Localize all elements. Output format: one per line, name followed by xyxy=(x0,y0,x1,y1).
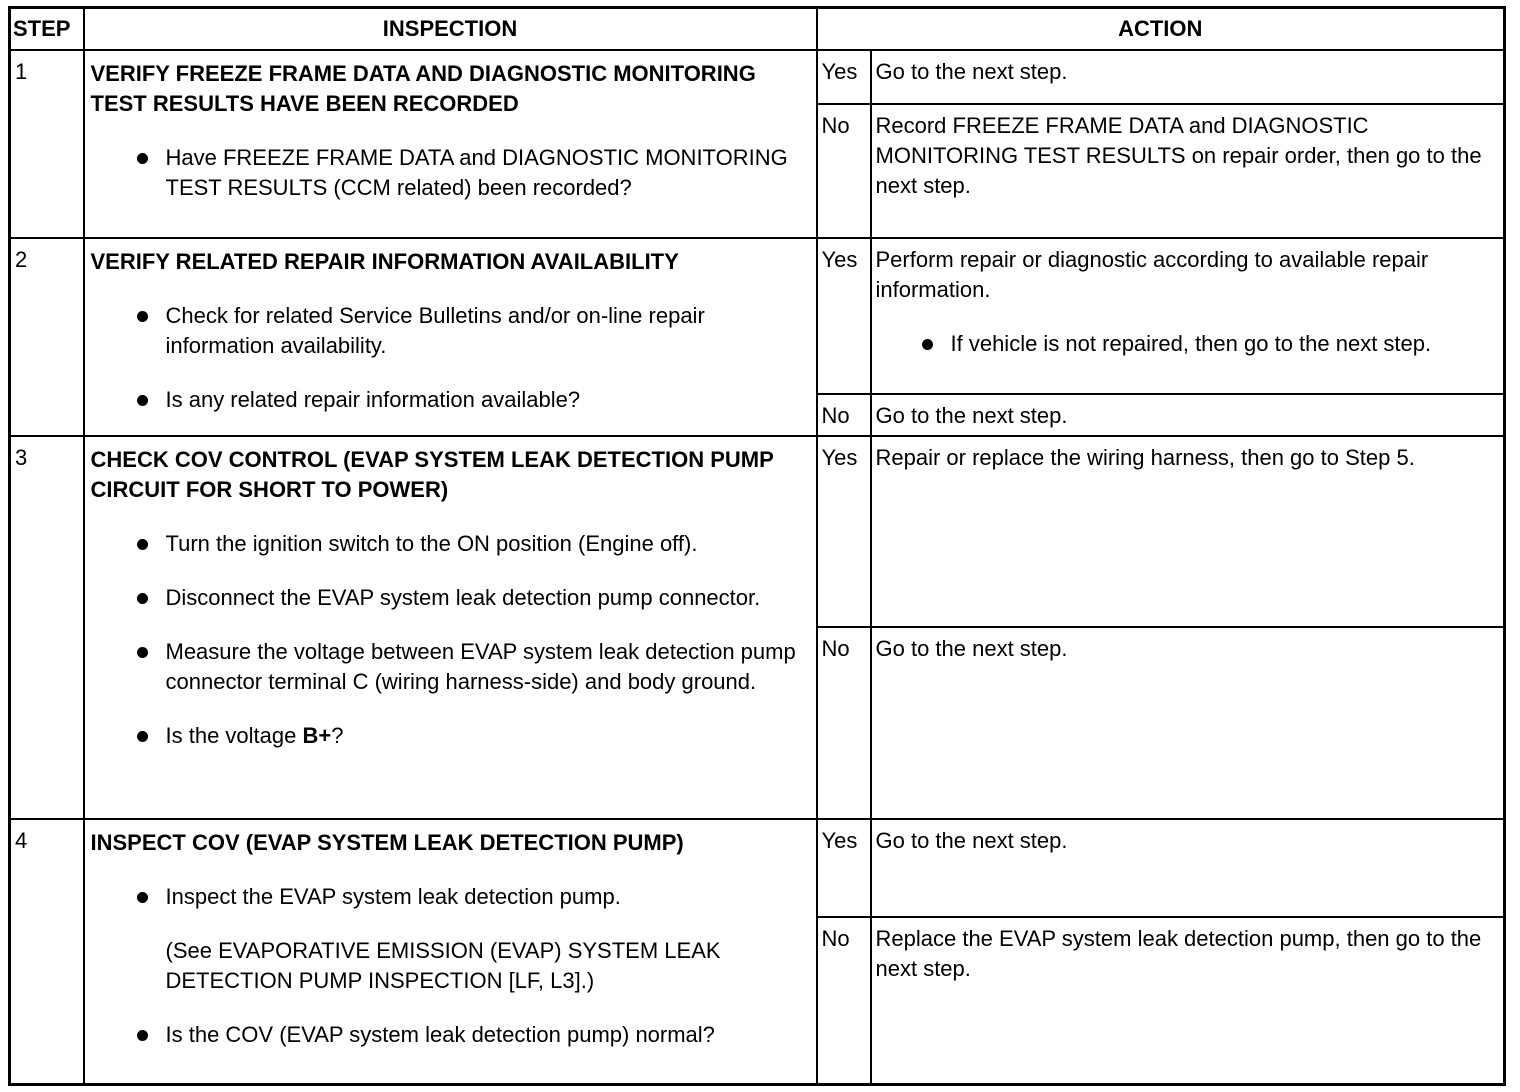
bullet-icon xyxy=(137,311,148,322)
inspection-bullet: Inspect the EVAP system leak detection pump. xyxy=(91,882,810,912)
no-label: No xyxy=(817,394,871,436)
yes-action: Go to the next step. xyxy=(871,50,1505,104)
bullet-icon xyxy=(137,395,148,406)
step-1-yes-row xyxy=(10,50,1505,104)
step-title: VERIFY FREEZE FRAME DATA AND DIAGNOSTIC MONITORING TEST RESULTS HAVE BEEN RECORDED xyxy=(90,61,756,116)
bullet-icon xyxy=(137,153,148,164)
no-action: Go to the next step. xyxy=(871,627,1505,819)
diagnostic-table xyxy=(8,6,1506,1086)
no-action: Record FREEZE FRAME DATA and DIAGNOSTIC MONITORING TEST RESULTS on repair order, then go to the next step. xyxy=(871,104,1505,238)
step-4-inspection xyxy=(84,819,817,1085)
yes-action-cell xyxy=(871,238,1505,394)
step-number: 1 xyxy=(10,50,84,238)
no-action: Go to the next step. xyxy=(871,394,1505,436)
step-2-yes-row xyxy=(10,238,1505,394)
yes-action: Go to the next step. xyxy=(871,819,1505,917)
reference-text: (See EVAPORATIVE EMISSION (EVAP) SYSTEM LEAK DETECTION PUMP INSPECTION [LF, L3].) xyxy=(165,938,721,993)
yes-label: Yes xyxy=(817,819,871,917)
step-number: 2 xyxy=(10,238,84,436)
step-1-inspection xyxy=(84,50,817,238)
step-number: 3 xyxy=(10,436,84,819)
no-label: No xyxy=(817,917,871,1085)
header-row xyxy=(10,8,1505,51)
step-title: INSPECT COV (EVAP SYSTEM LEAK DETECTION PUMP) xyxy=(90,830,684,855)
bullet-icon xyxy=(137,647,148,658)
inspection-bullet: Have FREEZE FRAME DATA and DIAGNOSTIC MONITORING TEST RESULTS (CCM related) been recorded? xyxy=(91,143,810,203)
bullet-icon xyxy=(137,892,148,903)
inspection-bullet: Is the voltage B+? xyxy=(91,721,810,751)
step-3-inspection xyxy=(84,436,817,819)
action-bullet: If vehicle is not repaired, then go to the next step. xyxy=(876,329,1500,359)
inspection-bullet: Disconnect the EVAP system leak detection pump connector. xyxy=(91,583,810,613)
header-inspection: INSPECTION xyxy=(84,8,817,51)
inspection-bullet: Is the COV (EVAP system leak detection pump) normal? xyxy=(91,1020,810,1050)
no-action: Replace the EVAP system leak detection pump, then go to the next step. xyxy=(871,917,1505,1085)
no-label: No xyxy=(817,104,871,238)
header-action: ACTION xyxy=(817,8,1505,51)
yes-action: Repair or replace the wiring harness, then go to Step 5. xyxy=(871,436,1505,627)
yes-label: Yes xyxy=(817,436,871,627)
bullet-icon xyxy=(137,1030,148,1041)
yes-label: Yes xyxy=(817,238,871,394)
step-4-yes-row xyxy=(10,819,1505,917)
no-label: No xyxy=(817,627,871,819)
bullet-icon xyxy=(137,731,148,742)
step-title: CHECK COV CONTROL (EVAP SYSTEM LEAK DETECTION PUMP CIRCUIT FOR SHORT TO POWER) xyxy=(90,447,774,502)
yes-action: Perform repair or diagnostic according to available repair information. xyxy=(875,247,1429,302)
step-number: 4 xyxy=(10,819,84,1085)
inspection-bullet: Turn the ignition switch to the ON position (Engine off). xyxy=(91,529,810,559)
step-3-yes-row xyxy=(10,436,1505,627)
inspection-bullet: Is any related repair information available? xyxy=(91,385,810,415)
bullet-icon xyxy=(922,339,933,350)
bullet-icon xyxy=(137,539,148,550)
inspection-bullet: Measure the voltage between EVAP system leak detection pump connector terminal C (wiring harness-side) and body ground. xyxy=(91,637,810,697)
step-title: VERIFY RELATED REPAIR INFORMATION AVAILABILITY xyxy=(90,249,679,274)
step-2-inspection xyxy=(84,238,817,436)
inspection-bullet: Check for related Service Bulletins and/or on-line repair information availability. xyxy=(91,301,810,361)
header-step: STEP xyxy=(10,8,84,51)
bullet-icon xyxy=(137,593,148,604)
yes-label: Yes xyxy=(817,50,871,104)
